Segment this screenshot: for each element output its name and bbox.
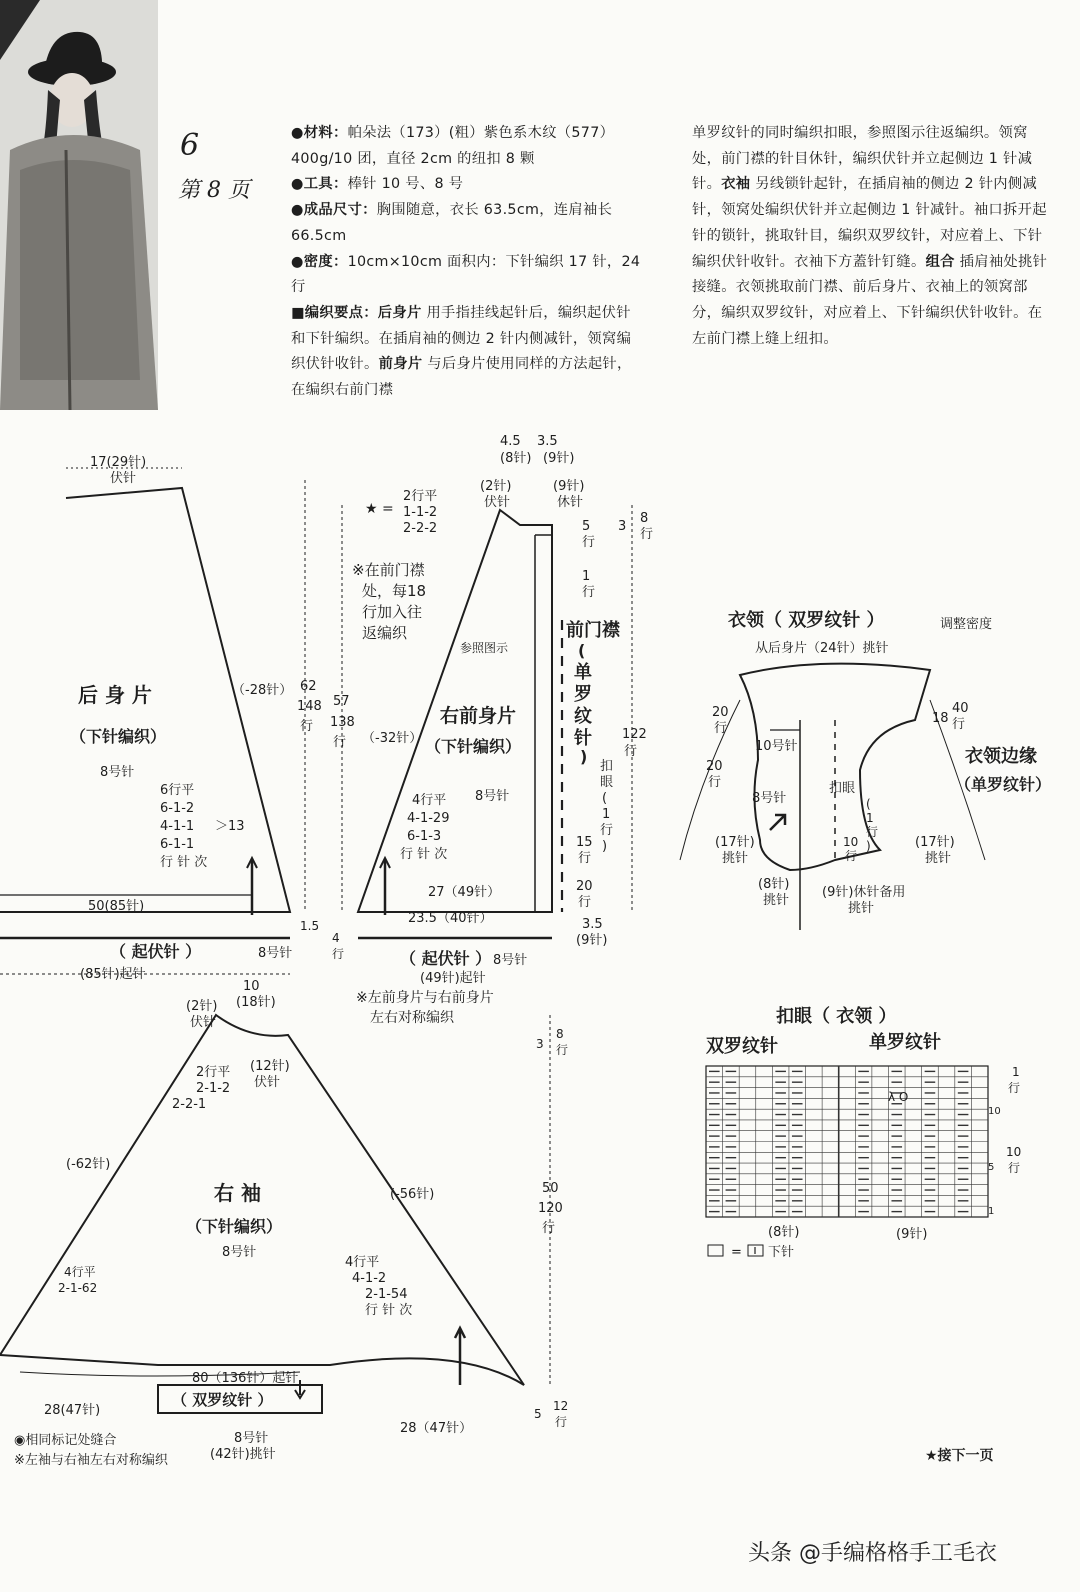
sleeve-needle: 8号针 (222, 1245, 257, 1260)
chart-legend-label: 下针 (768, 1245, 795, 1260)
instruction-text-1: 单罗纹针的同时编织扣眼，参照图示往返编织。领窝处，前门襟的针目休针，编织伏针并立起侧边 1 针减针。 (692, 125, 1033, 193)
front-sym-note-0: ※左前身片与右前身片 (356, 990, 494, 1006)
front-r15-0: 15 (576, 835, 593, 850)
front-border-needle: 8号针 (493, 953, 528, 968)
back-border: （ 起伏针 ） (110, 942, 202, 961)
collar-edge-title: 衣领边缘 (965, 746, 1037, 767)
front-rest-st: (9针) (553, 479, 585, 494)
sleeve-left-row-1: 2-1-62 (58, 1281, 98, 1295)
tools-text: 棒针 10 号、8 号 (347, 176, 464, 193)
front-band-h-2: 行 (640, 527, 654, 542)
front-r15-1: 行 (578, 851, 592, 866)
back-dec-total: ＞13 (215, 819, 245, 834)
sleeve-top-width: 10 (243, 979, 260, 994)
front-band-h-1: 8 (640, 511, 649, 526)
front-dec-row-2: 6-1-3 (407, 829, 442, 844)
sleeve-bind-lbl: 伏针 (190, 1015, 217, 1030)
front-dec-row-3: 行 针 次 (400, 847, 448, 862)
front-bh-5: ) (602, 839, 608, 854)
back-border-rows-unit: 行 (332, 947, 345, 961)
back-height-unit: 行 (300, 719, 314, 734)
chart-bottom-left: (8针) (768, 1225, 800, 1240)
gauge-text: 10cm×10cm 面积内：下针编织 17 针，24 行 (291, 253, 641, 296)
key-label: ■编织要点： (291, 304, 378, 321)
collar-outline (740, 664, 930, 870)
collar-needle10: 10号针 (755, 739, 798, 754)
sleeve-technique: （下针编织） (186, 1217, 283, 1236)
back-height-cm: 62 (300, 679, 317, 694)
collar-edge-tech: （单罗纹针） (955, 775, 1052, 794)
front-cast-on: (49针)起针 (420, 971, 486, 986)
front-band-tech-1: 单 (574, 662, 592, 683)
front-ref: 参照图示 (460, 641, 509, 655)
front-text: 与后身片使用同样的方法起针，在编织右前门襟 (291, 356, 632, 399)
sleeve-h-cuff-0: 5 (534, 1407, 542, 1421)
collar-l20d: 行 (708, 775, 722, 790)
sleeve-h-main-2: 行 (542, 1221, 556, 1236)
front-bh-2: ( (602, 791, 608, 806)
front-bind-st: (2针) (480, 479, 512, 494)
chart-r10b-0: 10 (1006, 1145, 1022, 1159)
sleeve-left-dec: (-62针) (66, 1157, 111, 1172)
back-dec-row-0: 6行平 (160, 783, 195, 798)
back-dec-row-4: 行 针 次 (160, 855, 208, 870)
chart-r1-1: 行 (1008, 1081, 1021, 1095)
collar-buttonhole: 扣眼 (829, 781, 856, 796)
back-border-height: 1.5 (300, 919, 320, 933)
front-note-3: 返编织 (362, 624, 408, 642)
sleeve-top-dec-1: 2-1-2 (196, 1081, 231, 1096)
front-label: 前身片 (378, 356, 423, 373)
back-text: 用手指挂线起针后，编织起伏针和下针编织。在插肩袖的侧边 2 针内侧减针，领窝编织伏针收针。 (291, 304, 632, 373)
size-label: ●成品尺寸： (291, 202, 377, 219)
collar-bh-row-0: ( (866, 797, 871, 811)
front-height-rows: 138 (330, 715, 355, 730)
sleeve-cuff-needle: 8号针 (234, 1431, 269, 1446)
front-r1-1: 行 (582, 585, 596, 600)
collar-pick17-left-lbl: 挑针 (722, 851, 749, 866)
materials-text: 帕朵法（173）(粗）紫色系木纹（577）400g/10 团，直径 2cm 的纽扣 8 颗 (291, 125, 615, 167)
front-bottom-band: 3.5 (582, 917, 603, 932)
collar-pick17-left: (17针) (715, 835, 755, 850)
collar-r40a: 40 (952, 701, 969, 716)
next-page-note: ★接下一页 (925, 1448, 994, 1464)
front-band-title: 前门襟 (566, 620, 620, 641)
front-r5-1: 行 (582, 535, 596, 550)
front-note-0: ※在前门襟 (352, 561, 425, 579)
front-top-a-st: (8针) (500, 451, 532, 466)
assembly-text: 插肩袖处挑针接缝。衣领挑取前门襟、前后身片、衣袖上的领窝部分，编织双罗纹针，对应着上、下针编织伏针收针。在左前门襟上缝上纽扣。 (692, 253, 1048, 347)
front-needle: 8号针 (475, 789, 510, 804)
front-dec-row-1: 4-1-29 (407, 811, 450, 826)
sleeve-left-width: 28(47针) (44, 1403, 101, 1418)
back-border-needle: 8号针 (258, 946, 293, 961)
collar-pick-back: 从后身片（24针）挑针 (755, 641, 889, 656)
front-bind-label: 伏针 (484, 495, 511, 510)
back-dec-row-3: 6-1-1 (160, 837, 195, 852)
back-dec-row-1: 6-1-2 (160, 801, 195, 816)
sleeve-cast-on: 80（136针）起针 (192, 1371, 299, 1386)
back-top-width: 17(29针) (90, 455, 147, 470)
sleeve-right-row-0: 4行平 (345, 1255, 380, 1270)
sleeve-h-top-1: 8 (556, 1027, 564, 1041)
collar-r10-1: 行 (845, 849, 858, 863)
front-band-tech-4: 针 (574, 728, 592, 749)
materials-label: ●材料： (291, 125, 348, 141)
collar-r10-0: 10 (843, 835, 859, 849)
sleeve-right-row-3: 行 针 次 (365, 1303, 413, 1318)
sleeve-right-dec: (-56针) (390, 1187, 435, 1202)
front-bottom-band-st: (9针) (576, 933, 608, 948)
back-label: 后身片 (377, 304, 422, 321)
sleeve-right-row-1: 4-1-2 (352, 1271, 387, 1286)
sleeve-h-cuff-1: 12 (553, 1399, 569, 1413)
collar-pick9: (9针)休针备用 (822, 885, 906, 900)
front-top-b-st: (9针) (543, 451, 575, 466)
sleeve-h-main-1: 120 (538, 1201, 563, 1216)
front-bottom-2: 23.5（40针） (408, 911, 493, 926)
gauge-label: ●密度： (291, 253, 348, 270)
front-bh-0: 扣 (600, 759, 614, 774)
front-bh-1: 眼 (600, 775, 614, 790)
front-side-dec: （-32针） (362, 731, 423, 746)
front-r20-0: 20 (576, 879, 593, 894)
collar-bh-row-3: ) (866, 839, 871, 853)
front-bh-4: 行 (600, 823, 614, 838)
size-text: 胸围随意，衣长 63.5cm，连肩袖长 66.5cm (291, 202, 613, 244)
front-top-b: 3.5 (537, 434, 558, 449)
watermark-text: 头条 @手编格格手工毛衣 (748, 1541, 997, 1566)
chart-r5: 5 (988, 1162, 995, 1173)
collar-l20a: 20 (712, 705, 729, 720)
sleeve-h-main-0: 50 (542, 1181, 559, 1196)
front-band-tech-2: 罗 (574, 684, 592, 705)
front-star-0: 2行平 (403, 489, 438, 504)
collar-pick9-lbl: 挑针 (848, 901, 875, 916)
sleeve-top-dec-2: 2-2-1 (172, 1097, 207, 1112)
chart-bottom-right: (9针) (896, 1227, 928, 1242)
sleeve-note-2: ※左袖与右袖左右对称编织 (14, 1453, 168, 1468)
chart-yo-symbol: λ O (888, 1090, 909, 1104)
collar-adjust: 调整密度 (940, 617, 993, 632)
back-side-dec: （-28针） (232, 683, 293, 698)
front-band-tech-0: ( (578, 641, 586, 660)
chart-r10: 10 (988, 1106, 1001, 1117)
front-rest-label: 休针 (557, 495, 584, 510)
tools-label: ●工具： (291, 176, 348, 193)
back-height-rows: 148 (297, 699, 322, 714)
collar-pick17-right: (17针) (915, 835, 955, 850)
collar-r40b: 行 (952, 717, 966, 732)
collar-pick8-lbl: 挑针 (763, 893, 790, 908)
collar-pick8: (8针) (758, 877, 790, 892)
back-needle: 8号针 (100, 765, 135, 780)
collar-l20b: 行 (714, 721, 728, 736)
front-star-symbol: ★ = (365, 501, 394, 517)
collar-bh-row-1: 1 (866, 811, 874, 825)
chart-right-label: 单罗纹针 (869, 1032, 941, 1053)
front-star-2: 2-2-2 (403, 521, 438, 536)
front-band-tech-3: 纹 (574, 706, 592, 727)
back-cast-on: (85针)起针 (80, 967, 146, 982)
back-border-rows: 4 (332, 931, 340, 945)
collar-title: 衣领（ 双罗纹针 ） (728, 610, 885, 631)
pattern-number: 6 (180, 128, 200, 163)
front-note-2: 行加入往 (362, 603, 423, 621)
front-sym-note-1: 左右对称编织 (370, 1010, 454, 1026)
front-dec-row-0: 4行平 (412, 793, 447, 808)
assembly-label: 组合 (925, 253, 955, 270)
sleeve-h-top-2: 行 (556, 1043, 569, 1057)
sleeve-h-cuff-2: 行 (555, 1415, 568, 1429)
front-height-unit: 行 (333, 735, 347, 750)
chart-r1-0: 1 (1012, 1065, 1020, 1079)
chart-legend-eq: = (731, 1245, 742, 1260)
collar-r18: 18 (932, 711, 949, 726)
front-border: （ 起伏针 ） (400, 949, 492, 968)
front-technique: （下针编织） (425, 737, 522, 756)
front-bh-3: 1 (602, 807, 611, 822)
chart-left-label: 双罗纹针 (706, 1036, 778, 1057)
sleeve-left-row-0: 4行平 (64, 1265, 96, 1279)
front-band-h2-0: 122 (622, 727, 647, 742)
sleeve-top-st: (18针) (236, 995, 276, 1010)
front-note-1: 处，每18 (362, 582, 427, 600)
front-band-h2-1: 行 (624, 744, 638, 759)
sleeve-note-1: ◉相同标记处缝合 (14, 1433, 117, 1448)
sleeve-label: 衣袖 (721, 176, 751, 193)
front-title: 右前身片 (440, 705, 517, 727)
collar-needle8: 8号针 (752, 791, 787, 806)
sleeve-cuff: （ 双罗纹针 ） (172, 1391, 273, 1409)
chart-r1b: 1 (988, 1206, 995, 1217)
chart-title: 扣眼（ 衣领 ） (776, 1006, 897, 1027)
collar-l20c: 20 (706, 759, 723, 774)
sleeve-bind12: (12针) (250, 1059, 290, 1074)
sleeve-right-width: 28（47针） (400, 1421, 473, 1436)
front-bottom-1: 27（49针） (428, 885, 501, 900)
back-dec-row-2: 4-1-1 (160, 819, 195, 834)
front-r20-1: 行 (578, 895, 592, 910)
sleeve-cuff-pick: (42针)挑针 (210, 1447, 276, 1462)
sleeve-text: 另线锁针起针，在插肩袖的侧边 2 针内侧减针，领窝处编织伏针并立起侧边 1 针减针。袖口拆开起针的锁针，挑取针目，编织双罗纹针，对应着上、下针编织伏针收针。衣袖下方蓋针钉缝。 (692, 176, 1047, 270)
sleeve-h-top-0: 3 (536, 1037, 544, 1051)
front-band-h-0: 3 (618, 519, 627, 534)
collar-pick17-right-lbl: 挑针 (925, 851, 952, 866)
front-r5-0: 5 (582, 519, 591, 534)
back-top-bind: 伏针 (110, 471, 137, 486)
back-technique: （下针编织） (70, 727, 167, 746)
collar-bh-row-2: 行 (866, 825, 879, 839)
front-star-1: 1-1-2 (403, 505, 438, 520)
front-band-tech-5: ) (580, 747, 588, 766)
sleeve-title: 右 袖 (214, 1181, 261, 1205)
chart-r10b-1: 行 (1008, 1161, 1021, 1175)
sleeve-bind12-lbl: 伏针 (254, 1075, 281, 1090)
front-top-a: 4.5 (500, 434, 521, 449)
front-height-cm: 57 (333, 694, 350, 709)
sleeve-top-dec-0: 2行平 (196, 1065, 231, 1080)
sleeve-right-row-2: 2-1-54 (365, 1287, 408, 1302)
sleeve-bind-st: (2针) (186, 999, 218, 1014)
back-title: 后 身 片 (78, 683, 152, 707)
page-reference: 第 8 页 (178, 178, 250, 203)
front-r1-0: 1 (582, 569, 591, 584)
back-bottom-width: 50(85针) (88, 899, 145, 914)
